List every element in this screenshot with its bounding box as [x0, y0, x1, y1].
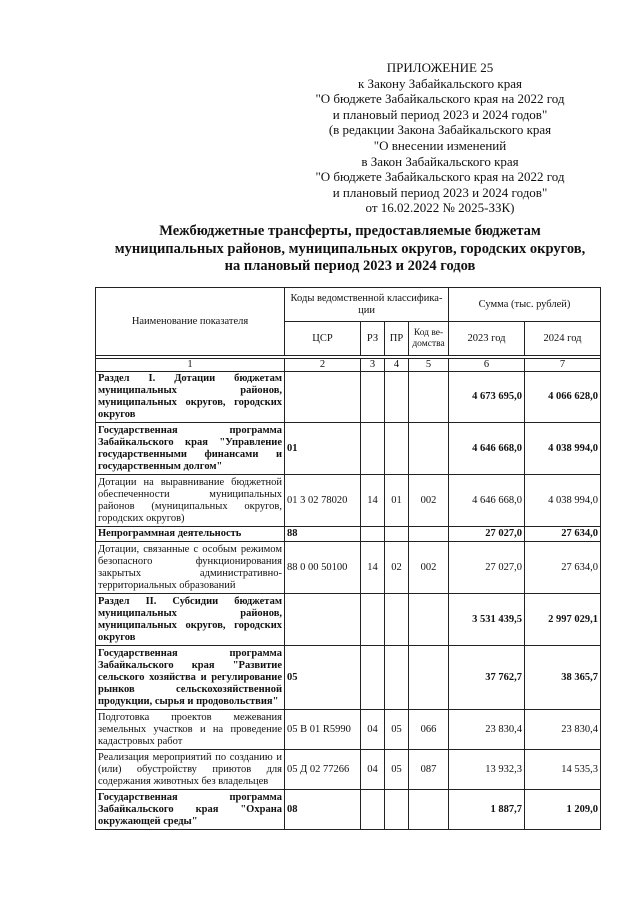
- index-cell: 4: [385, 359, 409, 372]
- row-rz-cell: 04: [361, 750, 385, 790]
- header-line: "О внесении изменений: [373, 137, 507, 153]
- row-2024-cell: 27 634,0: [525, 527, 601, 542]
- row-pr-cell: [385, 372, 409, 423]
- row-name-cell: Государственная программа Забайкальского края "Управление государственными финансами и государственным долгом": [96, 423, 285, 475]
- row-csr-cell: [285, 372, 361, 423]
- row-2024-cell: 2 997 029,1: [525, 594, 601, 646]
- row-csr-cell: 88: [285, 527, 361, 542]
- header-line: ПРИЛОЖЕНИЕ 25: [386, 60, 494, 75]
- row-ved-cell: 087: [409, 750, 449, 790]
- row-name-cell: Дотации, связанные с особым режимом безопасного функционирования закрытых административно-территориальных образований: [96, 542, 285, 594]
- table-row: [96, 646, 601, 710]
- row-ved-cell: 002: [409, 475, 449, 527]
- index-cell: 3: [361, 359, 385, 372]
- header-line: к Закону Забайкальского края: [357, 75, 522, 91]
- table-row: [96, 790, 601, 830]
- col-header-rz: РЗ: [361, 322, 385, 356]
- row-2023-cell: 13 932,3: [449, 750, 525, 790]
- row-rz-cell: [361, 594, 385, 646]
- row-2024-cell: 4 038 994,0: [525, 475, 601, 527]
- row-rz-cell: 14: [361, 475, 385, 527]
- header-line: в Закон Забайкальского края: [361, 153, 519, 169]
- table-row: [96, 594, 601, 646]
- row-name-cell: Дотации на выравнивание бюджетной обеспеченности муниципальных районов (муниципальных округов, городских округов): [96, 475, 285, 527]
- col-header-2024: 2024 год: [525, 322, 601, 356]
- table-row: [96, 750, 601, 790]
- row-rz-cell: [361, 646, 385, 710]
- row-pr-cell: 01: [385, 475, 409, 527]
- col-header-codes: Коды ведомственной классифика-ции: [285, 288, 449, 322]
- index-cell: 7: [525, 359, 601, 372]
- row-ved-cell: [409, 646, 449, 710]
- row-ved-cell: [409, 594, 449, 646]
- row-rz-cell: 04: [361, 710, 385, 750]
- col-header-pr: ПР: [385, 322, 409, 356]
- row-ved-cell: [409, 372, 449, 423]
- row-name-cell: Государственная программа Забайкальского края "Развитие сельского хозяйства и регулирование рынков сельскохозяйственной продукции, сырья и продовольствия": [96, 646, 285, 710]
- row-csr-cell: 08: [285, 790, 361, 830]
- row-pr-cell: 05: [385, 750, 409, 790]
- header-line: и плановый период 2023 и 2024 годов": [332, 106, 548, 122]
- index-cell: 2: [285, 359, 361, 372]
- table-body: [96, 359, 601, 830]
- header-line: "О бюджете Забайкальского края на 2022 год: [315, 91, 565, 107]
- row-2023-cell: 27 027,0: [449, 527, 525, 542]
- row-pr-cell: [385, 423, 409, 475]
- row-2024-cell: 23 830,4: [525, 710, 601, 750]
- row-2023-cell: 3 531 439,5: [449, 594, 525, 646]
- index-cell: 1: [96, 359, 285, 372]
- row-ved-cell: 066: [409, 710, 449, 750]
- row-csr-cell: [285, 594, 361, 646]
- row-2023-cell: 4 646 668,0: [449, 475, 525, 527]
- table-row: [96, 475, 601, 527]
- row-2023-cell: 4 646 668,0: [449, 423, 525, 475]
- row-ved-cell: 002: [409, 542, 449, 594]
- row-2024-cell: 4 066 628,0: [525, 372, 601, 423]
- row-rz-cell: [361, 790, 385, 830]
- row-ved-cell: [409, 527, 449, 542]
- row-name-cell: Подготовка проектов межевания земельных участков и на проведение кадастровых работ: [96, 710, 285, 750]
- col-header-ved: Код ве-домства: [409, 322, 449, 356]
- row-name-cell: Непрограммная деятельность: [96, 527, 285, 542]
- title-line: Межбюджетные трансферты, предоставляемые бюджетам: [159, 223, 541, 239]
- row-2023-cell: 37 762,7: [449, 646, 525, 710]
- column-index-row: [96, 359, 601, 372]
- row-csr-cell: 05 В 01 R5990: [285, 710, 361, 750]
- row-name-cell: Раздел I. Дотации бюджетам муниципальных районов, муниципальных округов, городских округов: [96, 372, 285, 423]
- row-csr-cell: 88 0 00 50100: [285, 542, 361, 594]
- header-line: (в редакции Закона Забайкальского края: [328, 122, 552, 138]
- row-2023-cell: 23 830,4: [449, 710, 525, 750]
- row-2023-cell: 1 887,7: [449, 790, 525, 830]
- row-name-cell: Реализация мероприятий по созданию и (или) обустройству приютов для содержания животных без владельцев: [96, 750, 285, 790]
- title-line: муниципальных районов, муниципальных округов, городских округов,: [114, 240, 586, 257]
- table-row: [96, 542, 601, 594]
- header-line: "О бюджете Забайкальского края на 2022 год: [315, 169, 565, 185]
- row-2024-cell: 38 365,7: [525, 646, 601, 710]
- appendix-header: [300, 60, 580, 216]
- col-header-sum: Сумма (тыс. рублей): [449, 288, 601, 322]
- row-rz-cell: [361, 372, 385, 423]
- header-line: от 16.02.2022 № 2025-ЗЗК): [365, 200, 515, 216]
- row-2024-cell: 1 209,0: [525, 790, 601, 830]
- row-2024-cell: 14 535,3: [525, 750, 601, 790]
- header-line: и плановый период 2023 и 2024 годов": [332, 184, 548, 200]
- row-pr-cell: [385, 790, 409, 830]
- row-csr-cell: 05: [285, 646, 361, 710]
- table-row: [96, 710, 601, 750]
- row-rz-cell: [361, 527, 385, 542]
- row-ved-cell: [409, 423, 449, 475]
- document-title: [60, 223, 640, 276]
- row-pr-cell: 05: [385, 710, 409, 750]
- col-header-2023: 2023 год: [449, 322, 525, 356]
- row-2023-cell: 27 027,0: [449, 542, 525, 594]
- col-header-name: Наименование показателя: [96, 288, 285, 356]
- col-header-csr: ЦСР: [285, 322, 361, 356]
- transfers-table: [95, 287, 601, 830]
- row-2024-cell: 27 634,0: [525, 542, 601, 594]
- row-rz-cell: [361, 423, 385, 475]
- index-cell: 6: [449, 359, 525, 372]
- row-ved-cell: [409, 790, 449, 830]
- table-row: [96, 527, 601, 542]
- table-row: [96, 423, 601, 475]
- row-pr-cell: [385, 527, 409, 542]
- row-name-cell: Раздел II. Субсидии бюджетам муниципальных районов, муниципальных округов, городских округов: [96, 594, 285, 646]
- table-row: [96, 372, 601, 423]
- row-pr-cell: 02: [385, 542, 409, 594]
- index-cell: 5: [409, 359, 449, 372]
- row-2024-cell: 4 038 994,0: [525, 423, 601, 475]
- row-rz-cell: 14: [361, 542, 385, 594]
- row-pr-cell: [385, 594, 409, 646]
- row-2023-cell: 4 673 695,0: [449, 372, 525, 423]
- row-pr-cell: [385, 646, 409, 710]
- row-csr-cell: 01: [285, 423, 361, 475]
- row-csr-cell: 05 Д 02 77266: [285, 750, 361, 790]
- row-csr-cell: 01 3 02 78020: [285, 475, 361, 527]
- title-line: на плановый период 2023 и 2024 годов: [224, 258, 476, 274]
- row-name-cell: Государственная программа Забайкальского края "Охрана окружающей среды": [96, 790, 285, 830]
